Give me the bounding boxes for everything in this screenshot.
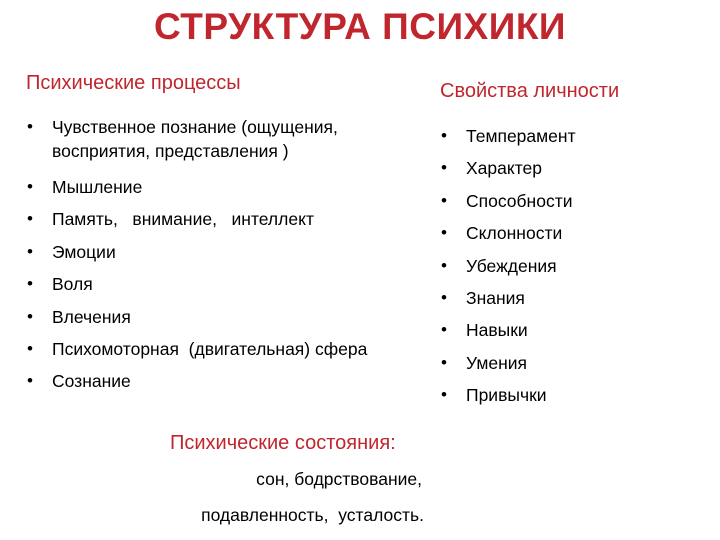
list-item-text: Убеждения [466, 255, 557, 276]
list-item-text: Воля [52, 274, 93, 295]
bullet-icon: • [441, 320, 447, 340]
bullet-icon: • [441, 126, 447, 145]
bullet-icon: • [441, 158, 447, 178]
bullet-icon: • [441, 288, 447, 308]
list-item-text: Темперамент [466, 126, 576, 146]
list-item-text: Характер [466, 158, 543, 179]
list-item-text: Психомоторная (двигательная) сфера [52, 339, 368, 360]
bullet-icon: • [441, 352, 447, 372]
list-item [440, 120, 710, 152]
list-item [26, 365, 421, 397]
mental-processes-list [26, 115, 421, 398]
list-item-text: Склонности [466, 223, 563, 244]
list-item [440, 282, 710, 314]
bullet-icon: • [441, 190, 447, 210]
list-item-text-continued: восприятия, представления ) [52, 141, 289, 161]
mental-states-line: подавленность, усталость. [201, 505, 424, 525]
bullet-icon: • [441, 223, 447, 243]
slide-title: СТРУКТУРА ПСИХИКИ [153, 6, 566, 47]
bullet-icon: • [27, 274, 33, 294]
list-item-text: Мышление [52, 177, 143, 197]
mental-processes-column [26, 72, 421, 398]
list-item [26, 203, 421, 235]
list-item-text: Знания [466, 288, 525, 309]
bullet-icon: • [27, 177, 33, 196]
list-item [26, 171, 421, 203]
personality-traits-heading: Свойства личности [440, 80, 620, 102]
bullet-icon: • [441, 385, 447, 405]
list-item-text: Память, внимание, интеллект [52, 209, 314, 230]
list-item [440, 185, 710, 217]
mental-states-line: сон, бодрствование, [256, 469, 422, 489]
mental-processes-heading: Психические процессы [26, 72, 241, 94]
bullet-icon: • [27, 241, 33, 261]
mental-states-heading: Психические состояния: [170, 432, 396, 454]
list-item-text: Эмоции [52, 241, 116, 262]
list-item-text: Умения [466, 352, 528, 373]
list-item-text: Привычки [466, 385, 547, 406]
bullet-icon: • [27, 209, 33, 229]
list-item-text: Способности [466, 190, 573, 211]
bullet-icon: • [27, 339, 33, 359]
list-item-text: Навыки [466, 320, 528, 341]
list-item [440, 250, 710, 282]
list-item [440, 152, 710, 184]
list-item [26, 301, 421, 333]
list-item [440, 379, 710, 411]
bullet-icon: • [441, 255, 447, 275]
list-item [26, 115, 421, 163]
bullet-icon: • [27, 306, 33, 326]
list-item [26, 236, 421, 268]
list-item [26, 333, 421, 365]
personality-traits-column [440, 72, 710, 412]
list-item [440, 314, 710, 346]
list-item [26, 268, 421, 300]
mental-states-block [150, 425, 440, 533]
list-item [440, 347, 710, 379]
bullet-icon: • [27, 371, 33, 391]
personality-traits-list [440, 120, 710, 412]
list-item [440, 217, 710, 249]
list-item-text: Сознание [52, 371, 131, 392]
bullet-icon: • [27, 117, 33, 136]
list-item-text: Чувственное познание (ощущения, [52, 117, 338, 137]
list-item-text: Влечения [52, 306, 131, 327]
